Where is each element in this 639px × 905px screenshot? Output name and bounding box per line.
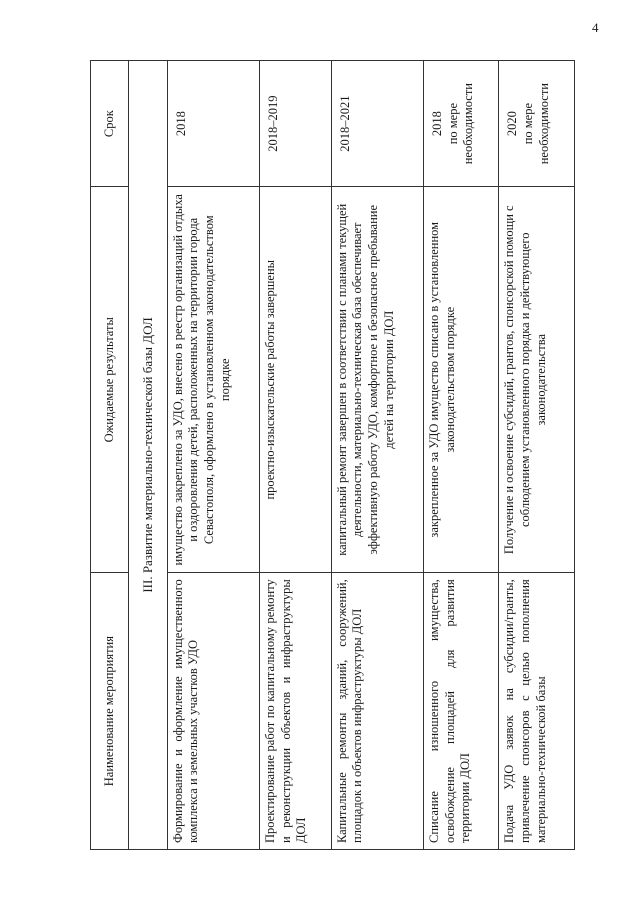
deadline-year: 2018 [173, 111, 188, 137]
header-event: Наименование мероприятия [91, 573, 129, 850]
table-row [499, 61, 575, 850]
deadline-cell [423, 61, 499, 187]
page-number: 4 [592, 20, 599, 35]
table-header-row [91, 61, 129, 850]
rotated-table-container [90, 60, 575, 850]
deadline-year: 2018 [429, 111, 444, 137]
header-deadline: Срок [91, 61, 129, 187]
event-cell: Формирование и оформление имущественного комплекса и земельных участков УДО [167, 573, 259, 850]
deadline-cell [499, 61, 575, 187]
result-cell: капитальный ремонт завершен в соответствии с планами текущей деятельности, материально-техническая база обеспечивает эффективную работу УДО, комфортное и безопасное пребывание детей на территории ДОЛ [331, 187, 423, 573]
result-cell: закрепленное за УДО имущество списано в установленном законодательством порядке [423, 187, 499, 573]
section-title: III. Развитие материально-технической базы ДОЛ [129, 61, 168, 850]
result-cell: проектно-изыскательские работы завершены [260, 187, 332, 573]
plan-table [90, 60, 575, 850]
result-cell: Получение и освоение субсидий, грантов, спонсорской помощи с соблюдением установленного порядка и действующего законодательства [499, 187, 575, 573]
deadline-cell [260, 61, 332, 187]
event-cell: Подача УДО заявок на субсидии/гранты, привлечение спонсоров с целью пополнения материально-технической базы [499, 573, 575, 850]
section-row [129, 61, 168, 850]
event-cell: Списание изношенного имущества, освобождение площадей для развития территории ДОЛ [423, 573, 499, 850]
header-result: Ожидаемые результаты [91, 187, 129, 573]
deadline-cell [167, 61, 259, 187]
deadline-cell [331, 61, 423, 187]
table-row [423, 61, 499, 850]
table-row [260, 61, 332, 850]
deadline-note: по мере необходимости [521, 83, 551, 165]
result-cell: имущество закреплено за УДО, внесено в реестр организаций отдыха и оздоровления детей, расположенных на территории города Севастополя, оформлено в установленном законодательством порядке [167, 187, 259, 573]
event-cell: Капитальные ремонты зданий, сооружений, площадок и объектов инфраструктуры ДОЛ [331, 573, 423, 850]
deadline-year: 2020 [505, 111, 520, 137]
event-cell: Проектирование работ по капитальному ремонту и реконструкции объектов и инфраструктуры ДОЛ [260, 573, 332, 850]
deadline-year: 2018–2021 [337, 95, 352, 152]
table-row [331, 61, 423, 850]
deadline-note: по мере необходимости [445, 83, 476, 165]
deadline-year: 2018–2019 [266, 95, 281, 152]
table-row [167, 61, 259, 850]
